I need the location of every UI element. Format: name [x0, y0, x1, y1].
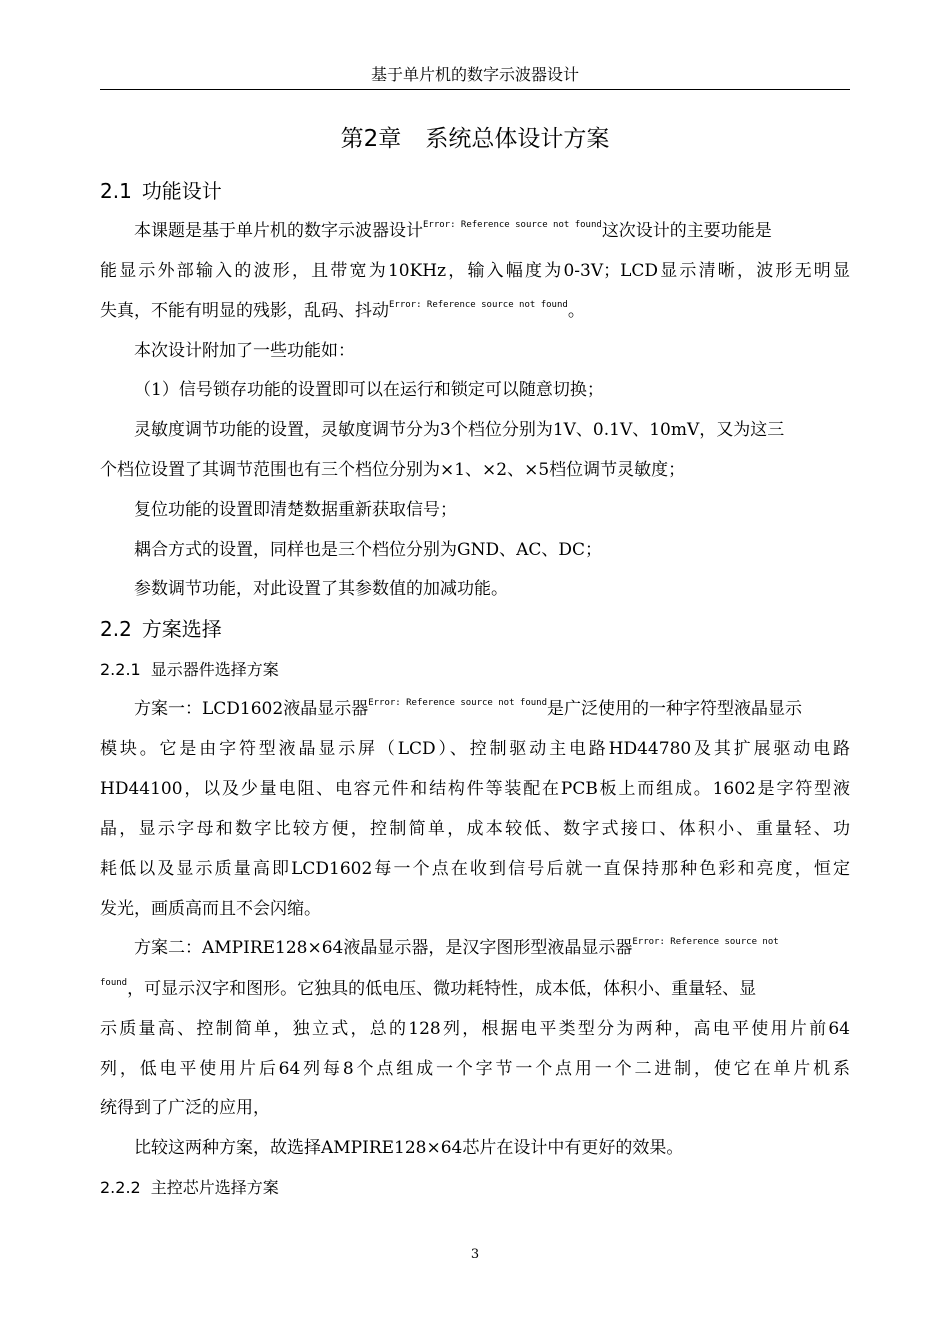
paragraph-line: 复位功能的设置即清楚数据重新获取信号；: [134, 500, 457, 520]
paragraph-line: [134, 936, 779, 960]
text-run: 失真，不能有明显的残影，乱码、抖动: [100, 301, 389, 321]
page-number: 3: [470, 1247, 480, 1262]
text-run: 。: [567, 301, 585, 321]
paragraph-line: 个档位设置了其调节范围也有三个档位分别为×1、×2、×5档位调节灵敏度；: [100, 460, 686, 480]
chapter-name: 系统总体设计方案: [425, 126, 610, 152]
text-run: 方案一：LCD1602液晶显示器: [134, 699, 369, 719]
paragraph-line: 模块。它是由字符型液晶显示屏（LCD）、控制驱动主电路HD44780及其扩展驱动电路: [100, 739, 850, 759]
subsection-heading-2-2-2: [100, 1176, 279, 1200]
text-run: 这次设计的主要功能是: [601, 221, 772, 241]
section-number: 2.1: [100, 179, 132, 203]
paragraph-line: [134, 219, 772, 243]
paragraph-line: [100, 299, 585, 323]
paragraph-line: 比较这两种方案，故选择AMPIRE128×64芯片在设计中有更好的效果。: [134, 1138, 684, 1158]
reference-error: Error: Reference source not found: [368, 698, 548, 708]
subsection-heading-2-2-1: [100, 658, 279, 682]
header-rule: [100, 89, 850, 90]
paragraph-line: HD44100，以及少量电阻、电容元件和结构件等装配在PCB板上而组成。1602是字符型液: [100, 779, 850, 799]
reference-error: found: [100, 978, 128, 988]
paragraph-line: 灵敏度调节功能的设置，灵敏度调节分为3个档位分别为1V、0.1V、10mV，又为这三: [134, 420, 785, 440]
paragraph-line: 能显示外部输入的波形，且带宽为10KHz，输入幅度为0-3V；LCD显示清晰，波形无明显: [100, 261, 850, 281]
reference-error: Error: Reference source not found: [423, 220, 602, 230]
chapter-number: 第2章: [340, 126, 402, 152]
section-title: 功能设计: [141, 179, 222, 203]
paragraph-line: 统得到了广泛的应用，: [100, 1098, 270, 1118]
reference-error: Error: Reference source not: [632, 937, 779, 947]
subsection-number: 2.2.2: [100, 1178, 141, 1197]
paragraph-line: 发光，画质高而且不会闪缩。: [100, 899, 321, 919]
section-heading-2-2: [100, 614, 222, 644]
subsection-number: 2.2.1: [100, 660, 141, 679]
paragraph-line: [100, 977, 756, 1001]
paragraph-line: 示质量高、控制简单，独立式，总的128列，根据电平类型分为两种，高电平使用片前64: [100, 1019, 850, 1039]
text-run: 本课题是基于单片机的数字示波器设计: [134, 221, 423, 241]
paragraph-line: 耦合方式的设置，同样也是三个档位分别为GND、AC、DC；: [134, 540, 603, 560]
text-run: ，可显示汉字和图形。它独具的低电压、微功耗特性，成本低，体积小、重量轻、显: [127, 979, 757, 999]
text-run: 方案二：AMPIRE128×64液晶显示器，是汉字图形型液晶显示器: [134, 938, 633, 958]
paragraph-line: 耗低以及显示质量高即LCD1602每一个点在收到信号后就一直保持那种色彩和亮度，恒定: [100, 859, 850, 879]
paragraph-line: 本次设计附加了一些功能如：: [134, 341, 355, 361]
paragraph-line: 晶，显示字母和数字比较方便，控制简单，成本较低、数字式接口、体积小、重量轻、功: [100, 819, 850, 839]
paragraph-line: （1）信号锁存功能的设置即可以在运行和锁定可以随意切换；: [134, 380, 604, 400]
chapter-title: [100, 122, 850, 156]
running-header: 基于单片机的数字示波器设计: [370, 65, 579, 84]
subsection-title: 主控芯片选择方案: [150, 1178, 279, 1197]
reference-error: Error: Reference source not found: [389, 300, 568, 310]
section-title: 方案选择: [141, 617, 222, 641]
paragraph-line: 参数调节功能，对此设置了其参数值的加减功能。: [134, 579, 508, 599]
subsection-title: 显示器件选择方案: [150, 660, 279, 679]
section-heading-2-1: [100, 176, 222, 206]
section-number: 2.2: [100, 617, 132, 641]
text-run: 是广泛使用的一种字符型液晶显示: [547, 699, 803, 719]
paragraph-line: 列，低电平使用片后64列每8个点组成一个字节一个点用一个二进制，使它在单片机系: [100, 1059, 850, 1079]
paragraph-line: [134, 697, 802, 721]
